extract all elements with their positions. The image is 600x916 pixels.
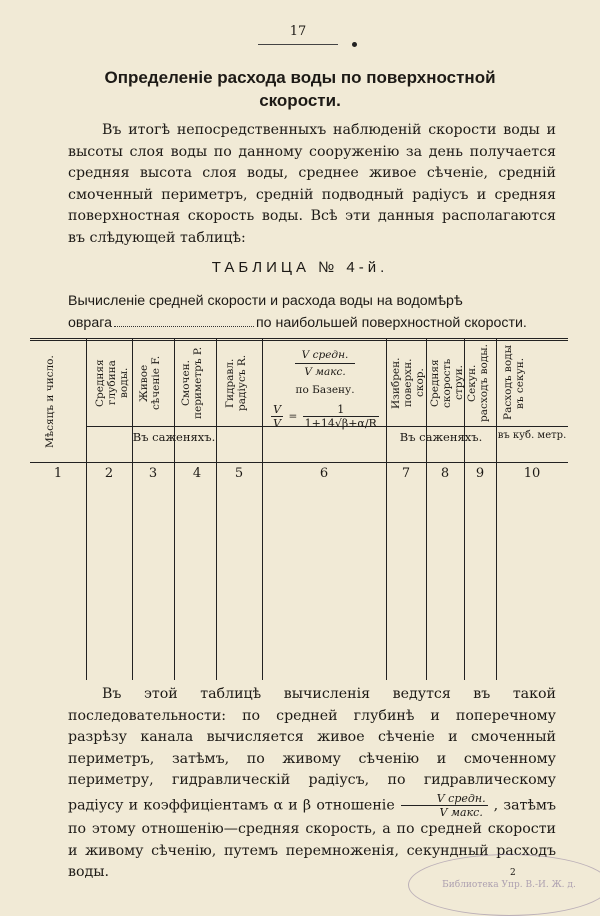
formula-top-bar: [295, 363, 355, 364]
header-area: Живое сѣченіе F.: [138, 355, 162, 411]
unit-group-sazh-1: Въ саженяхъ.: [132, 430, 216, 444]
caption-part-1: Вычисленіе средней скорости и расхода воды на водомѣрѣ: [68, 293, 463, 309]
table-header-bottom-rule: [30, 462, 568, 463]
header-perimeter: Смочен. периметръ P.: [180, 346, 204, 420]
col-divider-6: [386, 338, 387, 680]
header-mean-speed: Средняя скорость струи.: [429, 358, 465, 408]
closing-text: [68, 684, 556, 884]
formula-top-den: V макс.: [304, 366, 346, 378]
table-caption: [68, 290, 560, 334]
col-number-10: 10: [523, 466, 541, 481]
header-date: Мѣсяцъ и число.: [44, 355, 56, 449]
col-number-6: 6: [319, 466, 329, 481]
caption-dotted-blank: [114, 314, 254, 327]
ratio-num: V средн.: [401, 792, 488, 806]
header-radius: Гидравл. радіусъ R.: [224, 354, 248, 412]
heading-line-2: скорости.: [259, 91, 341, 110]
col-number-8: 8: [440, 466, 450, 481]
closing-text-after: , затѣмъ по этому отношенію—средняя скорость, а по средней скорости и живому сѣченію, путемъ перемноженія, секундный расходъ воды.: [68, 797, 556, 881]
col-divider-9: [496, 338, 497, 680]
caption-part-3: по наибольшей поверхностной скорости.: [255, 315, 527, 331]
library-stamp: Библиотека Упр. В.-И. Ж. д.: [408, 854, 600, 916]
formula-rhs-den: 1+14√β+α/R: [304, 417, 377, 430]
data-table: [30, 338, 568, 680]
formula-by: по Базену.: [295, 384, 355, 396]
formula-top-num: V средн.: [301, 349, 349, 361]
ratio-den: V макс.: [439, 805, 483, 819]
header-measured-speed: Изибрен. поверхн. скор.: [390, 357, 426, 409]
col-divider-7: [426, 338, 427, 680]
bazin-formula: [266, 348, 384, 430]
header-depth: Средняя глубина воды.: [94, 359, 130, 407]
header-second-flow: Секун. расходъ воды.: [466, 344, 490, 422]
col-number-2: 2: [104, 466, 114, 481]
col-number-9: 9: [475, 466, 485, 481]
col-divider-3: [174, 338, 175, 680]
formula-rhs-num: 1: [303, 403, 379, 417]
heading-line-1: Определеніе расхода воды по поверхностной: [104, 68, 496, 87]
formula-left-num: V: [273, 403, 282, 416]
formula-equation: [266, 403, 384, 430]
section-heading: [60, 66, 540, 112]
page-number-rule: [258, 44, 338, 45]
closing-paragraph: [68, 684, 556, 884]
col-divider-5: [262, 338, 263, 680]
intro-text: Въ итогѣ непосредственныхъ наблюденій скорости воды и высоты слоя воды по данному сооруженію за день получается средняя высота слоя воды, среднее живое сѣченіе, средній смоченный периметръ, средній подводный радіусъ и средняя поверхностная скорость воды. Всѣ эти данныя располагаются въ слѣдующей таблицѣ:: [68, 122, 556, 246]
col-number-1: 1: [53, 466, 63, 481]
header-discharge: Расходъ воды въ секун.: [502, 345, 526, 421]
caption-part-2: оврага: [68, 315, 112, 331]
col-divider-4: [216, 338, 217, 680]
signature-mark: 2: [510, 868, 516, 878]
col-divider-1: [86, 338, 87, 680]
page-number: 17: [289, 24, 307, 39]
col-divider-2: [132, 338, 133, 680]
formula-left-den: V: [273, 417, 282, 430]
intro-paragraph: [68, 120, 556, 250]
table-top-rule: [30, 338, 568, 341]
ink-dot: [352, 42, 357, 47]
table-title: ТАБЛИЦА № 4-й.: [211, 259, 389, 276]
formula-eq: =: [288, 410, 298, 423]
col-number-4: 4: [192, 466, 202, 481]
col-number-7: 7: [401, 466, 411, 481]
unit-cubic-meters: въ куб. метр.: [497, 430, 567, 441]
velocity-ratio-fraction: [401, 792, 488, 819]
col-number-5: 5: [234, 466, 244, 481]
unit-group-sazh-2: Въ саженяхъ.: [399, 430, 483, 444]
col-number-3: 3: [148, 466, 158, 481]
closing-text-before: Въ этой таблицѣ вычисленія ведутся въ такой последовательности: по средней глубинѣ и поперечному разрѣзу канала вычисляется живое сѣченіе и смоченный периметръ, затѣмъ, по живому сѣченію и смоченному периметру, гидравлическій радіусъ, по гидравлическому радіусу и коэффиціентамъ α и β отношеніе: [68, 686, 556, 814]
